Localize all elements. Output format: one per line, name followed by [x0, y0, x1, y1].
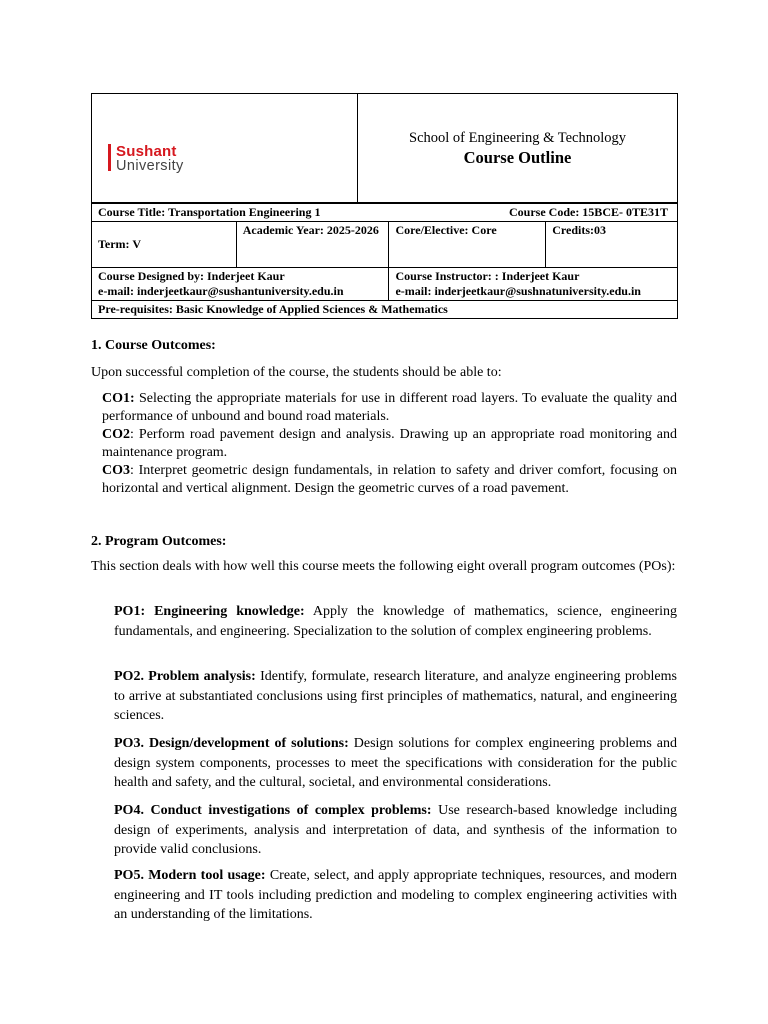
document-header — [91, 93, 678, 203]
program-outcomes-heading: 2. Program Outcomes: — [91, 534, 227, 549]
logo-line-1: Sushant — [116, 143, 177, 160]
designer-cell — [92, 268, 389, 301]
outcome-code: PO3. Design/development of solutions: — [114, 736, 349, 751]
instructor-cell — [389, 268, 678, 301]
outcome-code: CO1: — [102, 391, 135, 406]
course-title-cell — [92, 204, 678, 222]
logo-line-2: University — [116, 158, 184, 174]
term: Term: V — [92, 222, 237, 268]
table-row — [92, 301, 678, 319]
outcome-text: Selecting the appropriate materials for use in different road layers. To evaluate the quality and performance of unbound and bound road materials. — [102, 391, 677, 424]
program-outcome-item — [114, 801, 677, 860]
logo-red-bar — [108, 144, 111, 171]
school-name: School of Engineering & Technology — [409, 130, 626, 146]
outcome-code: PO4. Conduct investigations of complex problems: — [114, 803, 432, 818]
outcome-text: Use research-based knowledge including design of experiments, analysis and interpretation of data, and synthesis of the information to provide valid conclusions. — [114, 803, 677, 857]
header-title-cell — [358, 94, 677, 202]
course-info-table — [91, 203, 678, 319]
outcome-text: : Perform road pavement design and analysis. Drawing up an appropriate road monitoring and maintenance program. — [102, 427, 677, 460]
page-title: Course Outline — [463, 148, 572, 167]
outcome-code: PO1: Engineering knowledge: — [114, 604, 305, 619]
table-row — [92, 204, 678, 222]
outcome-text: Identify, formulate, research literature, and analyze engineering problems to arrive at substantiated conclusions using first principles of mathematics, natural, and engineering sciences. — [114, 669, 677, 723]
course-outcome-item — [102, 462, 677, 498]
program-outcome-item — [114, 734, 677, 793]
outcome-text: Apply the knowledge of mathematics, science, engineering fundamentals, and engineering. Specialization to the solution of complex engineering problems. — [114, 604, 678, 639]
table-row — [92, 222, 678, 268]
prerequisites: Pre-requisites: Basic Knowledge of Applied Sciences & Mathematics — [92, 301, 678, 319]
outcome-code: PO2. Problem analysis: — [114, 669, 256, 684]
program-outcome-item — [114, 602, 677, 641]
core-elective: Core/Elective: Core — [389, 222, 546, 268]
program-outcome-item — [114, 667, 677, 726]
credits: Credits:03 — [546, 222, 678, 268]
logo-cell — [92, 94, 358, 202]
course-title: Course Title: Transportation Engineering 1 — [98, 205, 321, 219]
academic-year: Academic Year: 2025-2026 — [236, 222, 389, 268]
instructor: Course Instructor: : Inderjeet Kaur — [395, 269, 580, 283]
outcome-code: CO2 — [102, 427, 130, 442]
designer-email: e-mail: inderjeetkaur@sushantuniversity.edu.in — [98, 284, 344, 298]
instructor-email: e-mail: inderjeetkaur@sushnatuniversity.edu.in — [395, 284, 641, 298]
outcome-text: Create, select, and apply appropriate techniques, resources, and modern engineering and IT tools including prediction and modeling to complex engineering activities with an understanding of the limitations. — [114, 868, 677, 922]
university-logo — [108, 144, 184, 174]
outcome-text: Design solutions for complex engineering problems and design system components, processes to meet the specifications with consideration for the public health and safety, and the cultural, societal, and environmental considerations. — [114, 736, 677, 790]
outcome-text: : Interpret geometric design fundamentals, in relation to safety and driver comfort, focusing on horizontal and vertical alignment. Design the geometric curves of a road pavement. — [102, 463, 677, 496]
course-outcomes-intro: Upon successful completion of the course, the students should be able to: — [91, 365, 502, 380]
program-outcomes-intro: This section deals with how well this course meets the following eight overall program outcomes (POs): — [91, 559, 676, 574]
course-outcome-item — [102, 390, 677, 426]
table-row — [92, 268, 678, 301]
program-outcome-item — [114, 866, 677, 925]
designed-by: Course Designed by: Inderjeet Kaur — [98, 269, 285, 283]
outcome-code: CO3 — [102, 463, 130, 478]
course-outcome-item — [102, 426, 677, 462]
outcome-code: PO5. Modern tool usage: — [114, 868, 266, 883]
course-outcomes-heading: 1. Course Outcomes: — [91, 338, 216, 353]
course-code: Course Code: 15BCE- 0TE31T — [508, 205, 668, 219]
